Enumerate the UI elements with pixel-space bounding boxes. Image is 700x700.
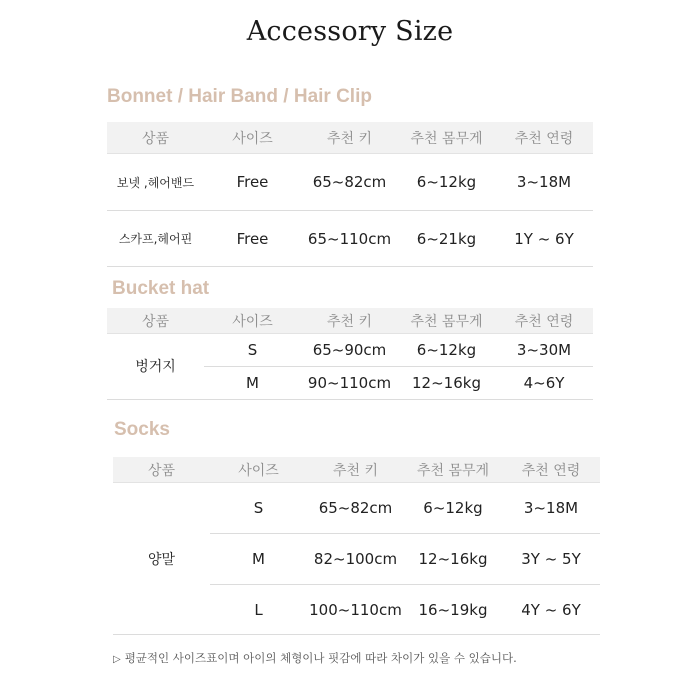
cell-size: Free [236, 173, 269, 191]
footnote [113, 650, 517, 666]
header-size: 사이즈 [238, 462, 279, 479]
cell-product: 벙거지 [135, 359, 176, 375]
header-size: 사이즈 [232, 313, 273, 330]
header-height: 추천 키 [326, 313, 373, 330]
cell-age: 4Y ~ 6Y [521, 600, 581, 619]
header-product: 상품 [141, 313, 170, 330]
cell-weight: 6~12kg [416, 341, 477, 359]
table-row [210, 483, 600, 533]
header-weight: 추천 몸무게 [416, 462, 490, 479]
cell-weight: 16~19kg [418, 600, 488, 619]
cell-height: 65~82cm [312, 173, 387, 191]
header-age: 추천 연령 [521, 462, 581, 479]
section-title-socks: Socks [114, 419, 170, 440]
table-row [204, 367, 593, 399]
table-header [113, 457, 600, 483]
cell-product: 양말 [147, 552, 176, 568]
cell-size: L [254, 600, 263, 619]
cell-weight: 6~12kg [423, 499, 483, 517]
table-row [210, 534, 600, 584]
cell-weight: 12~16kg [412, 374, 481, 392]
size-table-bucket-hat [107, 308, 593, 400]
section-title-bonnet: Bonnet / Hair Band / Hair Clip [107, 86, 372, 107]
cell-size: M [246, 374, 259, 392]
table-row [204, 334, 593, 366]
row-divider [107, 399, 593, 400]
cell-weight: 6~12kg [416, 173, 477, 191]
table-header [107, 308, 593, 334]
cell-height: 90~110cm [307, 374, 392, 392]
size-table-socks [113, 457, 600, 635]
table-row [107, 211, 593, 266]
table-row [210, 585, 600, 634]
table-header [107, 122, 593, 154]
cell-height: 100~110cm [309, 600, 402, 619]
cell-product: 스카프,헤어핀 [118, 232, 193, 246]
cell-age: 4~6Y [523, 374, 565, 392]
size-table-bonnet [107, 122, 593, 268]
header-height: 추천 키 [332, 462, 379, 479]
cell-weight: 12~16kg [418, 550, 488, 568]
header-size: 사이즈 [232, 130, 273, 147]
cell-size: Free [236, 229, 269, 248]
cell-size: S [247, 341, 258, 359]
cell-age: 3Y ~ 5Y [521, 550, 581, 568]
cell-height: 65~82cm [318, 499, 393, 517]
cell-product: 보넷 ,헤어밴드 [116, 175, 195, 190]
row-divider [113, 634, 600, 635]
header-weight: 추천 몸무게 [410, 313, 483, 330]
header-product: 상품 [141, 130, 170, 147]
header-age: 추천 연령 [514, 313, 574, 330]
cell-age: 1Y ~ 6Y [514, 229, 574, 248]
header-weight: 추천 몸무게 [410, 130, 483, 147]
footnote-text: 평균적인 사이즈표이며 아이의 체형이나 핏감에 따라 차이가 있을 수 있습니다. [124, 651, 517, 665]
cell-weight: 6~21kg [416, 229, 477, 248]
row-divider [107, 266, 593, 267]
cell-size: S [253, 499, 264, 517]
cell-height: 65~110cm [307, 229, 392, 248]
section-title-bucket-hat: Bucket hat [112, 278, 210, 299]
cell-age: 3~18M [523, 499, 579, 517]
table-row [107, 154, 593, 210]
cell-age: 3~30M [516, 341, 572, 359]
header-height: 추천 키 [326, 130, 373, 147]
header-product: 상품 [147, 462, 176, 479]
header-age: 추천 연령 [514, 130, 574, 147]
cell-size: M [252, 550, 265, 568]
cell-height: 65~90cm [312, 341, 387, 359]
cell-height: 82~100cm [313, 550, 398, 568]
page-title: Accessory Size [246, 16, 454, 47]
cell-age: 3~18M [516, 173, 572, 191]
triangle-right-icon: ▷ [113, 654, 121, 665]
